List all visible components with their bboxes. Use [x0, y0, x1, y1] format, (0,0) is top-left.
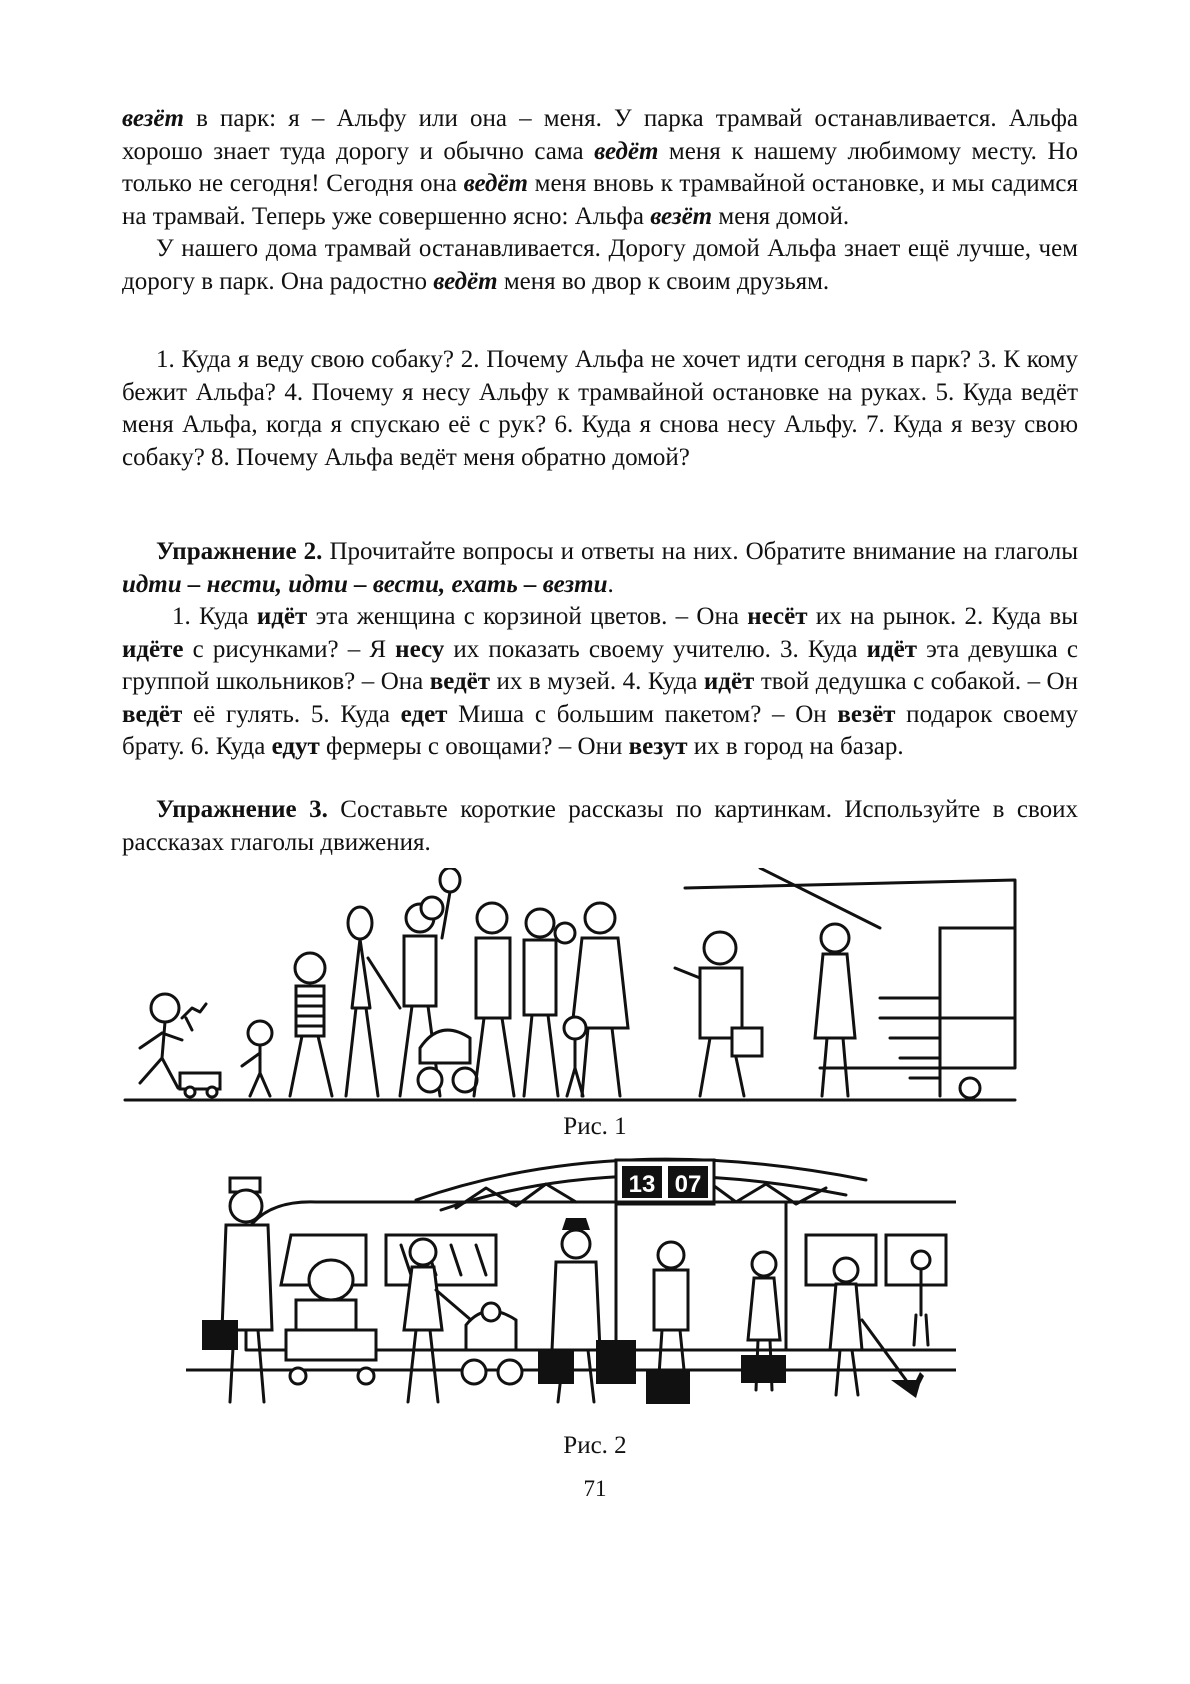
- story-text-span: меня домой.: [712, 202, 850, 230]
- verb-highlight: ведёт: [433, 267, 498, 295]
- exercise-text-span: фермеры с овощами? – Они: [319, 733, 629, 760]
- figure-1-illustration: [120, 868, 1020, 1108]
- figure-2-illustration: [186, 1140, 956, 1420]
- exercise-text-span: подарок своему брату. 6. Куда: [122, 700, 1078, 760]
- exercise-2-intro: [122, 536, 1078, 601]
- board-minutes: 07: [674, 1171, 702, 1198]
- exercise-text-span: их на рынок. 2. Куда вы: [807, 603, 1078, 630]
- exercise-3: [122, 794, 1078, 859]
- page-number: 71: [583, 1476, 607, 1501]
- exercise-text-span: эта девушка с группой школьников? – Она: [122, 635, 1078, 695]
- verb-highlight: ведёт: [594, 137, 659, 165]
- verb-bold: везёт: [837, 700, 896, 728]
- verb-bold: идёте: [122, 635, 184, 663]
- story-text-span: в парк: я – Альфу или она – меня. У парка трамвай останавливается. Альфа хорошо знает туда дорогу и обычно сама: [122, 105, 1078, 165]
- verb-bold: ведёт: [122, 700, 183, 728]
- verb-bold: несу: [395, 635, 445, 663]
- exercise-text-span: .: [607, 570, 614, 598]
- exercise-text-span: эта женщина с корзиной цветов. – Она: [307, 603, 748, 630]
- verb-bold: едет: [400, 700, 448, 728]
- story-text-span: У нашего дома трамвай останавливается. Дорогу домой Альфа знает ещё лучше, чем дорогу в парк. Она радостно: [122, 235, 1078, 295]
- verb-bold: везут: [628, 733, 688, 760]
- exercise-text-span: Составьте короткие рассказы по картинкам. Используйте в своих рассказах глаголы движения.: [122, 796, 1078, 856]
- exercise-text-span: 1. Куда: [172, 603, 257, 630]
- verb-highlight: везёт: [650, 202, 713, 230]
- exercise-text-span: их показать своему учителю. 3. Куда: [444, 635, 867, 663]
- verb-bold: идёт: [256, 603, 308, 630]
- exercise-2-sentences: [122, 601, 1078, 764]
- questions-block: [122, 344, 1078, 474]
- story-paragraph-2: [122, 233, 1078, 298]
- story-text: [122, 103, 1078, 298]
- exercise-2: [122, 536, 1078, 764]
- verb-bold: несёт: [747, 603, 808, 630]
- story-text-span: меня к нашему любимому месту. Но только не сегодня! Сегодня она: [122, 137, 1078, 197]
- verb-bold: едут: [271, 733, 320, 760]
- exercise-text-span: Миша с большим пакетом? – Он: [447, 700, 838, 728]
- story-text-span: меня во двор к своим друзьям.: [497, 267, 830, 295]
- verb-highlight: ведёт: [463, 170, 528, 197]
- exercise-text-span: Прочитайте вопросы и ответы на них. Обратите внимание на глаголы: [322, 538, 1078, 565]
- exercise-text-span: с рисунками? – Я: [183, 635, 396, 663]
- figure-2-caption: Рис. 2: [563, 1432, 627, 1459]
- exercise-text-span: их в музей. 4. Куда: [490, 668, 704, 695]
- exercise-3-intro: [122, 794, 1078, 859]
- verb-bold: идёт: [703, 668, 755, 695]
- exercise-title: Упражнение 2.: [156, 538, 323, 565]
- figure-1-caption: Рис. 1: [563, 1113, 627, 1140]
- board-hours: 13: [628, 1171, 656, 1198]
- story-paragraph-1: [122, 103, 1078, 233]
- verb-highlight: везёт: [122, 105, 184, 132]
- story-text-span: меня вновь к трамвайной остановке, и мы садимся на трамвай. Теперь уже совершенно ясно: Альфа: [122, 170, 1078, 230]
- exercise-text-span: твой дедушка с собакой. – Он: [754, 668, 1078, 695]
- verb-bold: ведёт: [429, 668, 491, 695]
- exercise-title: Упражнение 3.: [156, 796, 328, 823]
- exercise-text-span: их в город на базар.: [687, 733, 904, 760]
- questions-text: 1. Куда я веду свою собаку? 2. Почему Альфа не хочет идти сегодня в парк? 3. К кому бежит Альфа? 4. Почему я несу Альфу к трамвайной остановке на руках. 5. Куда ведёт меня Альфа, когда я спускаю её с рук? 6. Куда я снова несу Альфу. 7. Куда я везу свою собаку? 8. Почему Альфа ведёт меня обратно домой?: [122, 346, 1078, 471]
- exercise-text-span: её гулять. 5. Куда: [182, 700, 401, 728]
- verb-bold: идёт: [866, 635, 918, 663]
- verb-pairs: идти – нести, идти – вести, ехать – везти: [122, 570, 608, 598]
